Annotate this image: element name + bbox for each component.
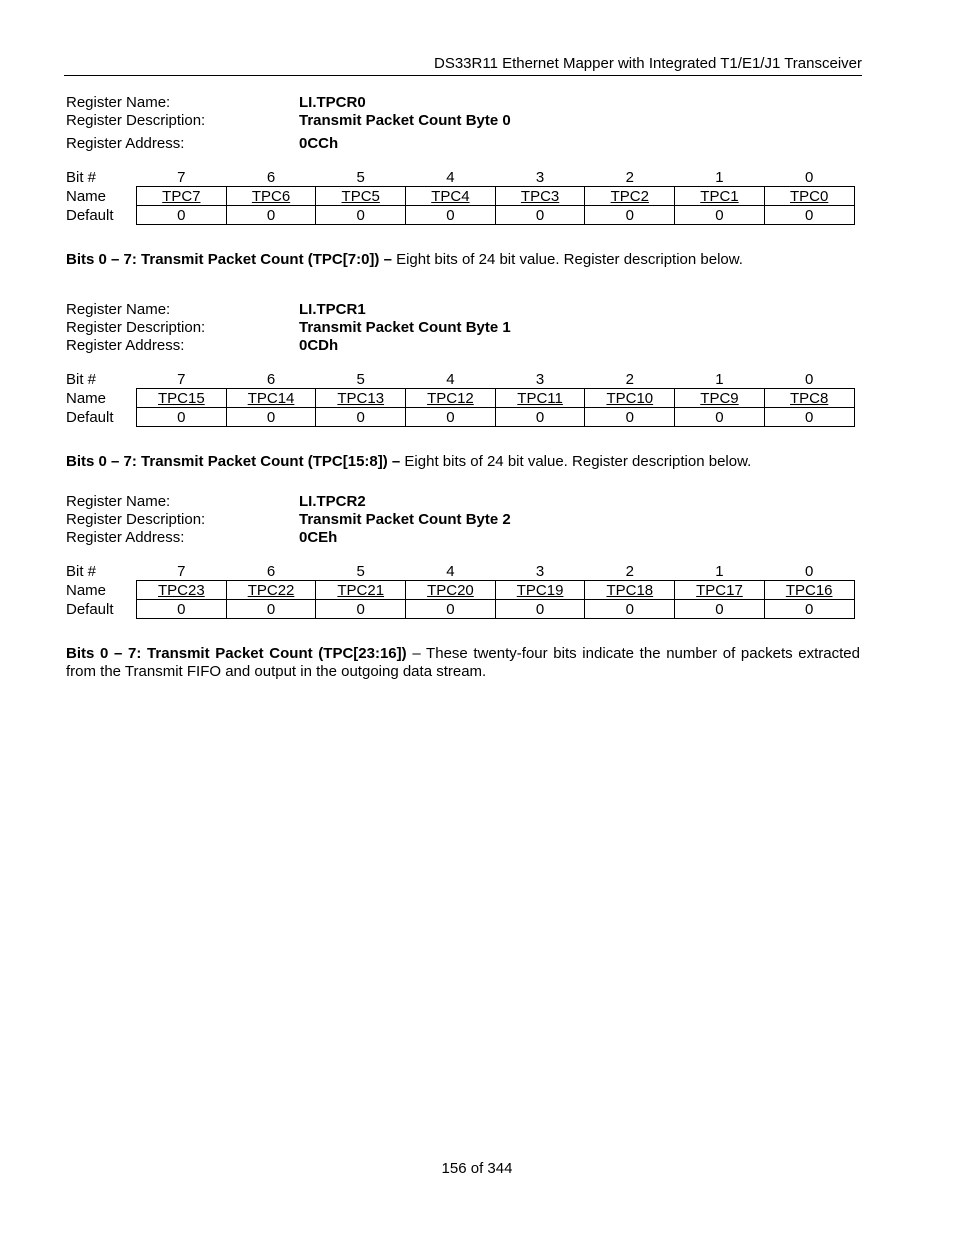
register-description-value: Transmit Packet Count Byte 1 xyxy=(299,319,511,336)
default-value-cell: 0 xyxy=(495,206,585,225)
field-name: TPC13 xyxy=(337,389,385,407)
bit-number-cell: 1 xyxy=(715,562,724,580)
bit-number-cell: 1 xyxy=(715,370,724,388)
page-header xyxy=(64,55,862,76)
register-description-paragraph xyxy=(66,251,860,269)
register-address-label: Register Address: xyxy=(66,337,185,354)
field-name: TPC20 xyxy=(427,581,474,599)
register-description-row xyxy=(66,319,860,337)
register-name-row xyxy=(66,493,860,511)
field-name-cell xyxy=(316,187,406,206)
bit-number-cell: 1 xyxy=(715,168,724,186)
default-value-cell: 0 xyxy=(137,206,227,225)
bit-number-cell: 7 xyxy=(177,168,186,186)
field-name: TPC11 xyxy=(517,389,563,407)
default-value-cell: 0 xyxy=(585,408,675,427)
field-name-row-label: Name xyxy=(66,581,107,599)
register-block-tpcr1 xyxy=(66,301,860,427)
register-description-label: Register Description: xyxy=(66,112,206,129)
default-row-label: Default xyxy=(66,600,114,618)
bit-number-row xyxy=(66,562,854,581)
field-name: TPC6 xyxy=(251,187,291,205)
field-name: TPC5 xyxy=(341,187,380,205)
field-name: TPC2 xyxy=(610,187,649,205)
field-name-cell xyxy=(137,187,227,206)
bit-number-cell: 0 xyxy=(804,168,814,186)
bit-number-row-label: Bit # xyxy=(66,562,97,580)
default-value-cell: 0 xyxy=(316,206,406,225)
field-name-cell xyxy=(226,581,316,600)
register-name-value: LI.TPCR1 xyxy=(299,301,366,318)
field-name: TPC10 xyxy=(606,389,654,407)
field-name-cell xyxy=(226,389,316,408)
bit-number-cell: 4 xyxy=(446,370,455,388)
bit-number-cell: 0 xyxy=(804,562,814,580)
field-name: TPC16 xyxy=(785,581,833,599)
field-name-cell xyxy=(675,581,765,600)
field-name: TPC17 xyxy=(696,581,743,599)
register-name-label: Register Name: xyxy=(66,94,171,111)
default-value-cell: 0 xyxy=(495,408,585,427)
description-bold: Bits 0 – 7: Transmit Packet Count (TPC[7:0]) – xyxy=(66,251,392,268)
bit-table xyxy=(66,562,855,619)
default-value-cell: 0 xyxy=(764,600,854,619)
default-value-cell: 0 xyxy=(406,206,496,225)
bit-number-cell: 3 xyxy=(535,370,545,388)
field-name-row xyxy=(66,581,854,600)
field-name-cell xyxy=(406,389,496,408)
field-name-cell xyxy=(764,187,854,206)
field-name-row-label: Name xyxy=(66,187,107,205)
default-row xyxy=(66,206,854,225)
field-name-cell xyxy=(316,581,406,600)
bit-number-cell: 3 xyxy=(535,562,545,580)
page-number: 156 of 344 xyxy=(441,1160,513,1177)
register-address-label: Register Address: xyxy=(66,135,185,152)
register-address-row xyxy=(66,529,860,547)
register-address-value: 0CCh xyxy=(299,135,339,152)
default-row xyxy=(66,600,854,619)
field-name-cell xyxy=(764,389,854,408)
bit-number-cell: 2 xyxy=(625,168,634,186)
register-address-value: 0CDh xyxy=(299,337,339,354)
field-name: TPC9 xyxy=(700,389,739,407)
register-address-row xyxy=(66,135,860,153)
field-name: TPC7 xyxy=(162,187,201,205)
bit-number-cell: 2 xyxy=(625,370,634,388)
register-name-value: LI.TPCR0 xyxy=(299,94,366,111)
default-value-cell: 0 xyxy=(406,600,496,619)
field-name-cell xyxy=(137,581,227,600)
bit-number-cell: 5 xyxy=(356,370,365,388)
register-description-value: Transmit Packet Count Byte 2 xyxy=(299,511,511,528)
bit-number-cell: 4 xyxy=(446,168,455,186)
field-name-row xyxy=(66,187,854,206)
field-name: TPC0 xyxy=(789,187,829,205)
description-text: Eight bits of 24 bit value. Register description below. xyxy=(391,251,743,268)
register-block-tpcr0 xyxy=(66,94,860,225)
default-row xyxy=(66,408,854,427)
bit-table xyxy=(66,370,855,427)
default-value-cell: 0 xyxy=(675,600,765,619)
field-name: TPC21 xyxy=(337,581,385,599)
bit-number-cell: 6 xyxy=(266,168,276,186)
bit-number-cell: 3 xyxy=(535,168,545,186)
bit-number-row-label: Bit # xyxy=(66,168,97,186)
default-value-cell: 0 xyxy=(675,408,765,427)
register-name-label: Register Name: xyxy=(66,493,171,510)
register-description-label: Register Description: xyxy=(66,319,206,336)
default-value-cell: 0 xyxy=(316,600,406,619)
field-name-cell xyxy=(495,389,585,408)
field-name-cell xyxy=(316,389,406,408)
bit-number-cell: 5 xyxy=(356,168,365,186)
bit-number-cell: 6 xyxy=(266,562,276,580)
field-name: TPC3 xyxy=(520,187,560,205)
field-name: TPC8 xyxy=(789,389,829,407)
field-name: TPC12 xyxy=(427,389,474,407)
register-description-row xyxy=(66,112,860,130)
default-value-cell: 0 xyxy=(406,408,496,427)
bit-number-cell: 5 xyxy=(356,562,365,580)
bit-number-cell: 2 xyxy=(625,562,634,580)
field-name-cell xyxy=(585,187,675,206)
field-name-cell xyxy=(226,187,316,206)
field-name: TPC19 xyxy=(516,581,564,599)
field-name: TPC18 xyxy=(606,581,654,599)
default-value-cell: 0 xyxy=(226,206,316,225)
field-name-cell xyxy=(495,581,585,600)
register-address-value: 0CEh xyxy=(299,529,338,546)
field-name-cell xyxy=(585,389,675,408)
field-name-cell xyxy=(764,581,854,600)
bit-number-cell: 0 xyxy=(804,370,814,388)
bit-table xyxy=(66,168,855,225)
bit-number-row xyxy=(66,370,854,389)
default-value-cell: 0 xyxy=(764,206,854,225)
field-name: TPC15 xyxy=(158,389,205,407)
register-description-label: Register Description: xyxy=(66,511,206,528)
default-value-cell: 0 xyxy=(495,600,585,619)
field-name-cell xyxy=(675,389,765,408)
register-name-row xyxy=(66,94,860,112)
register-description-paragraph xyxy=(66,645,860,681)
register-name-row xyxy=(66,301,860,319)
default-value-cell: 0 xyxy=(137,408,227,427)
field-name-cell xyxy=(585,581,675,600)
register-address-label: Register Address: xyxy=(66,529,185,546)
default-value-cell: 0 xyxy=(764,408,854,427)
register-address-row xyxy=(66,337,860,355)
field-name: TPC23 xyxy=(158,581,205,599)
default-row-label: Default xyxy=(66,408,114,426)
register-description-paragraph xyxy=(66,453,860,471)
register-description-value: Transmit Packet Count Byte 0 xyxy=(299,112,511,129)
field-name-row-label: Name xyxy=(66,389,107,407)
page-footer xyxy=(0,1160,954,1178)
default-value-cell: 0 xyxy=(226,408,316,427)
field-name-cell xyxy=(406,581,496,600)
default-value-cell: 0 xyxy=(675,206,765,225)
default-row-label: Default xyxy=(66,206,114,224)
document-title: DS33R11 Ethernet Mapper with Integrated T1/E1/J1 Transceiver xyxy=(433,55,862,72)
bit-number-cell: 7 xyxy=(177,562,186,580)
default-value-cell: 0 xyxy=(316,408,406,427)
description-bold: Bits 0 – 7: Transmit Packet Count (TPC[15:8]) – xyxy=(66,453,401,470)
register-name-label: Register Name: xyxy=(66,301,171,318)
default-value-cell: 0 xyxy=(137,600,227,619)
bit-number-row xyxy=(66,168,854,187)
field-name: TPC1 xyxy=(700,187,739,205)
bit-number-cell: 4 xyxy=(446,562,455,580)
field-name: TPC22 xyxy=(247,581,295,599)
bit-number-cell: 6 xyxy=(266,370,276,388)
default-value-cell: 0 xyxy=(585,600,675,619)
description-text: – These twenty-four bits indicate the number of packets extracted from the Transmit FIFO and output in the outgoing data stream. xyxy=(66,645,860,680)
field-name-cell xyxy=(675,187,765,206)
description-bold: Bits 0 – 7: Transmit Packet Count (TPC[23:16]) xyxy=(66,645,407,662)
field-name-cell xyxy=(137,389,227,408)
register-name-value: LI.TPCR2 xyxy=(299,493,366,510)
field-name: TPC4 xyxy=(431,187,470,205)
register-description-row xyxy=(66,511,860,529)
bit-number-cell: 7 xyxy=(177,370,186,388)
bit-number-row-label: Bit # xyxy=(66,370,97,388)
field-name: TPC14 xyxy=(247,389,295,407)
field-name-row xyxy=(66,389,854,408)
default-value-cell: 0 xyxy=(585,206,675,225)
description-text: Eight bits of 24 bit value. Register description below. xyxy=(400,453,752,470)
field-name-cell xyxy=(406,187,496,206)
default-value-cell: 0 xyxy=(226,600,316,619)
field-name-cell xyxy=(495,187,585,206)
register-block-tpcr2 xyxy=(66,493,860,619)
